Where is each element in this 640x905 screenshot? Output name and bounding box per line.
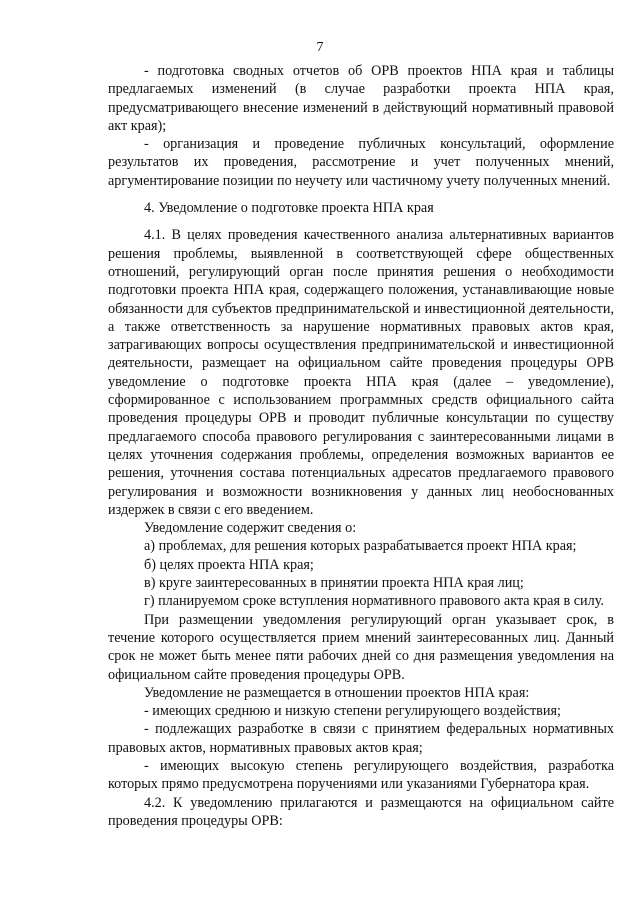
document-body	[108, 62, 614, 830]
list-item: - имеющих среднюю и низкую степени регулирующего воздействия;	[144, 703, 561, 720]
paragraph: 4.1. В целях проведения качественного анализа альтернативных вариантов решения проблемы, выявленной в соответствующей сфере общественных отношений, регулирующий орган после принятия решения о необходимости подготовки проекта НПА края, содержащего положения, устанавливающие новые обязанности для субъектов предпринимательской и инвестиционной деятельности, а также ответственность за нарушение нормативных правовых актов края, затрагивающих вопросы осуществления предпринимательской и инвестиционной деятельности, размещает на официальном сайте проведения процедуры ОРВ уведомление о подготовке проекта НПА края (далее – уведомление), сформированное с использованием программных средств официального сайта проведения процедуры ОРВ и проводит публичные консультации по существу предлагаемого способа правового регулирования с заинтересованными лицами в целях уточнения содержания проблемы, определения возможных вариантов ее решения, уточнения состава потенциальных адресатов предлагаемого правового регулирования и возможности возникновения у данных лиц необоснованных издержек в связи с его введением.	[108, 227, 614, 518]
list-item: а) проблемах, для решения которых разрабатывается проект НПА края;	[144, 538, 577, 555]
list-item: б) целях проекта НПА края;	[144, 556, 314, 573]
paragraph: 4.2. К уведомлению прилагаются и размещаются на официальном сайте проведения процедуры ОРВ:	[108, 794, 614, 829]
page-number: 7	[316, 40, 324, 55]
paragraph: - организация и проведение публичных консультаций, оформление результатов их проведения, рассмотрение и учет полученных мнений, аргументирование позиции по неучету или частичному учету полученных мнений.	[108, 136, 614, 189]
list-item: г) планируемом сроке вступления нормативного правового акта края в силу.	[144, 593, 604, 610]
list-item: - имеющих высокую степень регулирующего воздействия, разработка которых прямо предусмотрена поручениями или указаниями Губернатора края.	[108, 757, 614, 793]
paragraph: Уведомление содержит сведения о:	[144, 520, 357, 537]
paragraph: При размещении уведомления регулирующий орган указывает срок, в течение которого осуществляется прием мнений заинтересованных лиц. Данный срок не может быть менее пяти рабочих дней со дня размещения уведомления на официальном сайте проведения процедуры ОРВ.	[108, 611, 614, 683]
section-heading: 4. Уведомление о подготовке проекта НПА края	[144, 200, 434, 217]
list-item: - подлежащих разработке в связи с принятием федеральных нормативных правовых актов, нормативных правовых актов края;	[108, 721, 614, 756]
paragraph: Уведомление не размещается в отношении проектов НПА края:	[144, 684, 530, 701]
paragraph: - подготовка сводных отчетов об ОРВ проектов НПА края и таблицы предлагаемых изменений (в случае разработки проекта НПА края, предусматривающего внесение изменений в действующий нормативный правовой акт края);	[108, 63, 614, 134]
list-item: в) круге заинтересованных в принятии проекта НПА края лиц;	[144, 575, 524, 592]
